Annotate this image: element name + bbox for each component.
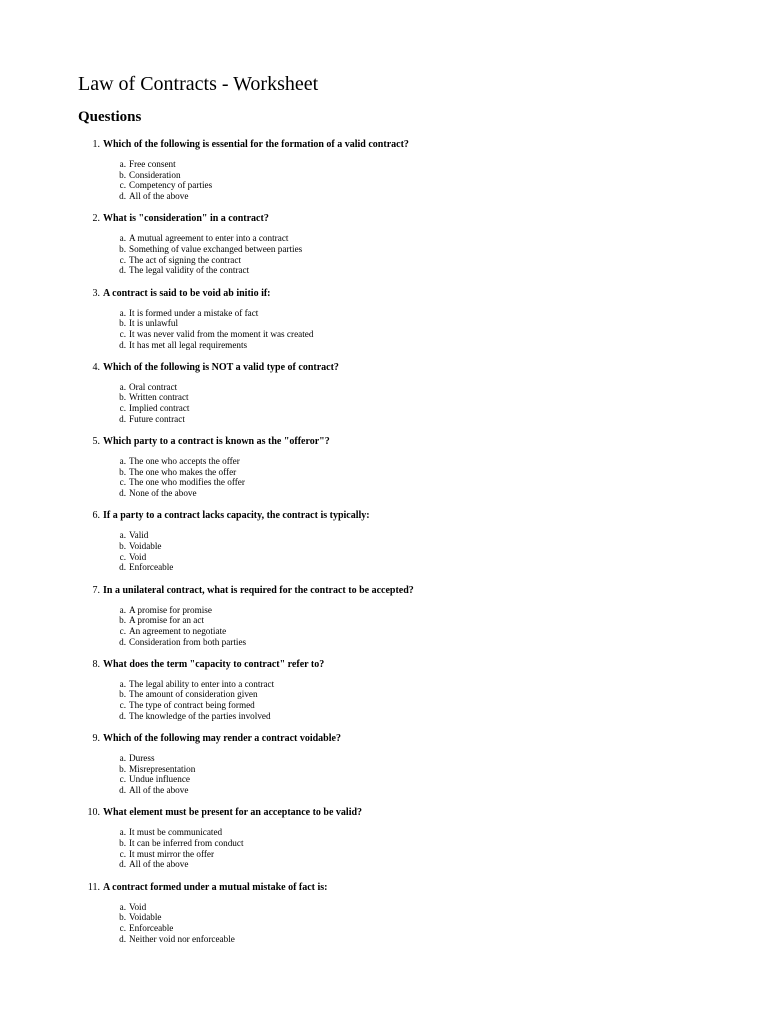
- section-heading: Questions: [78, 109, 142, 125]
- question-number: 11.: [87, 881, 100, 893]
- question-text: A contract is said to be void ab initio if:: [103, 287, 271, 299]
- question-text: If a party to a contract lacks capacity, the contract is typically:: [103, 510, 370, 522]
- option-list: [103, 456, 718, 499]
- question-heading: [92, 658, 718, 671]
- option-item: [119, 625, 718, 637]
- option-text: Void: [129, 551, 147, 562]
- option-text: The one who accepts the offer: [129, 456, 240, 466]
- option-item: [119, 604, 718, 616]
- option-text: All of the above: [129, 785, 189, 796]
- question-number: 8.: [92, 658, 100, 670]
- option-item: [119, 540, 718, 552]
- option-item: [119, 837, 718, 849]
- option-item: [119, 636, 718, 648]
- option-letter: c.: [119, 774, 126, 785]
- question-text: In a unilateral contract, what is required for the contract to be accepted?: [103, 584, 414, 596]
- option-letter: a.: [119, 530, 126, 541]
- option-list: [103, 233, 718, 276]
- option-item: [119, 233, 718, 244]
- question-number: 1.: [92, 139, 100, 150]
- option-text: Competency of parties: [129, 180, 213, 191]
- question-heading: [92, 435, 718, 448]
- option-letter: b.: [119, 912, 126, 923]
- option-text: Oral contract: [129, 381, 178, 392]
- option-item: [119, 403, 718, 414]
- option-letter: a.: [119, 678, 126, 689]
- option-text: It must mirror the offer: [129, 848, 215, 859]
- question-item: [92, 435, 718, 499]
- question-number: 3.: [92, 287, 100, 299]
- option-text: Implied contract: [129, 403, 190, 414]
- option-list: [103, 605, 718, 648]
- question-heading: [92, 584, 718, 597]
- option-letter: b.: [119, 689, 126, 700]
- question-text: A contract formed under a mutual mistake of fact is:: [103, 881, 328, 893]
- option-item: [119, 678, 718, 690]
- option-letter: c.: [119, 922, 126, 933]
- question-heading: [92, 287, 718, 300]
- worksheet-page: [78, 72, 718, 944]
- option-item: [119, 254, 718, 266]
- option-letter: c.: [119, 625, 126, 636]
- question-item: [92, 361, 718, 425]
- page-title: Law of Contracts - Worksheet: [78, 73, 319, 95]
- option-text: All of the above: [129, 859, 189, 870]
- option-list: [103, 308, 718, 351]
- option-list: [103, 382, 718, 425]
- option-letter: d.: [119, 191, 126, 202]
- option-item: [119, 265, 718, 276]
- question-number: 5.: [92, 436, 100, 447]
- question-text: Which of the following may render a contract voidable?: [103, 733, 341, 744]
- option-text: It has met all legal requirements: [129, 339, 248, 350]
- option-list: [103, 159, 718, 202]
- option-letter: c.: [119, 254, 126, 265]
- option-letter: d.: [119, 859, 126, 870]
- option-text: It must be communicated: [129, 827, 223, 838]
- option-letter: a.: [119, 381, 126, 392]
- option-item: [119, 169, 718, 181]
- option-text: It is unlawful: [129, 318, 178, 329]
- option-item: [119, 689, 718, 700]
- option-text: A promise for an act: [129, 615, 205, 626]
- question-list: [78, 138, 718, 944]
- option-list: [103, 679, 718, 722]
- option-text: Consideration from both parties: [129, 636, 247, 647]
- question-item: [92, 509, 718, 573]
- option-text: Duress: [129, 753, 155, 763]
- option-list: [103, 902, 718, 945]
- question-number: 9.: [92, 733, 100, 744]
- option-item: [119, 774, 718, 785]
- option-letter: c.: [119, 477, 126, 488]
- option-letter: b.: [119, 466, 126, 477]
- question-text: What is "consideration" in a contract?: [103, 213, 269, 225]
- option-item: [119, 785, 718, 796]
- option-text: The amount of consideration given: [129, 689, 258, 700]
- option-letter: c.: [119, 403, 126, 414]
- question-item: [92, 138, 718, 202]
- option-text: The legal validity of the contract: [129, 265, 250, 276]
- option-letter: c.: [119, 180, 126, 191]
- option-letter: a.: [119, 604, 126, 615]
- option-text: A promise for promise: [129, 604, 212, 615]
- option-letter: d.: [119, 710, 126, 721]
- option-item: [119, 922, 718, 934]
- option-letter: a.: [119, 233, 126, 244]
- option-letter: d.: [119, 562, 126, 573]
- option-letter: b.: [119, 615, 126, 626]
- question-number: 2.: [92, 213, 100, 225]
- option-item: [119, 392, 718, 403]
- option-item: [119, 827, 718, 838]
- option-letter: b.: [119, 243, 126, 254]
- option-letter: d.: [119, 636, 126, 647]
- option-letter: a.: [119, 827, 126, 838]
- option-item: [119, 763, 718, 775]
- question-item: [92, 212, 718, 276]
- option-text: An agreement to negotiate: [129, 625, 227, 636]
- option-list: [103, 753, 718, 796]
- question-text: What element must be present for an acceptance to be valid?: [103, 807, 363, 819]
- option-text: Written contract: [129, 392, 189, 403]
- option-letter: b.: [119, 763, 126, 774]
- question-heading: [92, 138, 718, 151]
- question-number: 6.: [92, 510, 100, 522]
- option-item: [119, 466, 718, 478]
- option-letter: c.: [119, 328, 126, 339]
- option-item: [119, 912, 718, 923]
- option-item: [119, 530, 718, 541]
- option-item: [119, 307, 718, 319]
- option-item: [119, 159, 718, 170]
- option-text: Enforceable: [129, 922, 174, 933]
- option-item: [119, 339, 718, 351]
- option-text: Void: [129, 901, 147, 912]
- option-item: [119, 615, 718, 626]
- option-text: Voidable: [129, 540, 162, 551]
- question-heading: [87, 881, 718, 894]
- option-text: It is formed under a mistake of fact: [129, 307, 259, 318]
- option-item: [119, 933, 718, 945]
- question-text: Which of the following is NOT a valid type of contract?: [103, 361, 339, 373]
- question-text: What does the term "capacity to contract" refer to?: [103, 658, 325, 670]
- question-item: [87, 881, 718, 945]
- option-letter: d.: [119, 785, 126, 796]
- option-text: The legal ability to enter into a contract: [129, 678, 275, 689]
- option-text: Consideration: [129, 169, 181, 180]
- option-item: [119, 477, 718, 488]
- option-letter: d.: [119, 488, 126, 499]
- option-item: [119, 901, 718, 913]
- option-text: Undue influence: [129, 774, 190, 785]
- option-text: Voidable: [129, 912, 162, 923]
- option-text: Misrepresentation: [129, 763, 196, 774]
- option-letter: a.: [119, 307, 126, 318]
- option-item: [119, 700, 718, 711]
- option-item: [119, 848, 718, 860]
- option-list: [103, 827, 718, 870]
- option-item: [119, 413, 718, 425]
- question-text: Which of the following is essential for the formation of a valid contract?: [103, 139, 409, 150]
- option-item: [119, 551, 718, 563]
- option-item: [119, 859, 718, 870]
- option-item: [119, 180, 718, 191]
- option-text: Something of value exchanged between parties: [129, 243, 303, 254]
- option-text: The knowledge of the parties involved: [129, 710, 271, 721]
- option-text: The act of signing the contract: [129, 254, 241, 265]
- option-text: Enforceable: [129, 562, 174, 573]
- option-item: [119, 456, 718, 467]
- option-item: [119, 488, 718, 499]
- option-item: [119, 562, 718, 573]
- question-item: [92, 287, 718, 351]
- option-text: Free consent: [129, 159, 176, 169]
- option-item: [119, 318, 718, 329]
- question-item: [92, 732, 718, 796]
- option-item: [119, 753, 718, 764]
- option-text: It can be inferred from conduct: [129, 837, 244, 848]
- option-letter: d.: [119, 339, 126, 350]
- option-item: [119, 381, 718, 393]
- question-item: [92, 658, 718, 722]
- option-text: A mutual agreement to enter into a contract: [129, 233, 289, 244]
- option-letter: a.: [119, 159, 126, 169]
- option-letter: a.: [119, 456, 126, 466]
- question-heading: [92, 732, 718, 745]
- option-text: Neither void nor enforceable: [129, 933, 235, 944]
- option-text: Future contract: [129, 413, 185, 424]
- option-letter: b.: [119, 392, 126, 403]
- option-text: It was never valid from the moment it was created: [129, 328, 314, 339]
- question-number: 4.: [92, 361, 100, 373]
- option-list: [103, 530, 718, 573]
- question-item: [87, 806, 718, 870]
- option-text: All of the above: [129, 191, 189, 202]
- question-heading: [87, 806, 718, 819]
- option-text: The one who modifies the offer: [129, 477, 245, 488]
- option-letter: b.: [119, 540, 126, 551]
- option-item: [119, 191, 718, 202]
- option-letter: d.: [119, 933, 126, 944]
- option-letter: b.: [119, 318, 126, 329]
- option-letter: a.: [119, 901, 126, 912]
- option-letter: d.: [119, 265, 126, 276]
- question-number: 10.: [87, 807, 100, 819]
- option-letter: a.: [119, 753, 126, 763]
- option-item: [119, 243, 718, 255]
- option-letter: b.: [119, 837, 126, 848]
- option-letter: d.: [119, 413, 126, 424]
- option-text: None of the above: [129, 488, 197, 499]
- option-letter: c.: [119, 848, 126, 859]
- option-text: The one who makes the offer: [129, 466, 237, 477]
- question-heading: [92, 509, 718, 522]
- option-item: [119, 328, 718, 340]
- option-text: Valid: [129, 530, 149, 541]
- question-heading: [92, 212, 718, 225]
- question-text: Which party to a contract is known as the "offeror"?: [103, 436, 330, 447]
- question-number: 7.: [92, 584, 100, 596]
- question-heading: [92, 361, 718, 374]
- option-letter: c.: [119, 551, 126, 562]
- option-letter: b.: [119, 169, 126, 180]
- option-text: The type of contract being formed: [129, 700, 255, 711]
- question-item: [92, 584, 718, 648]
- option-letter: c.: [119, 700, 126, 711]
- option-item: [119, 710, 718, 722]
